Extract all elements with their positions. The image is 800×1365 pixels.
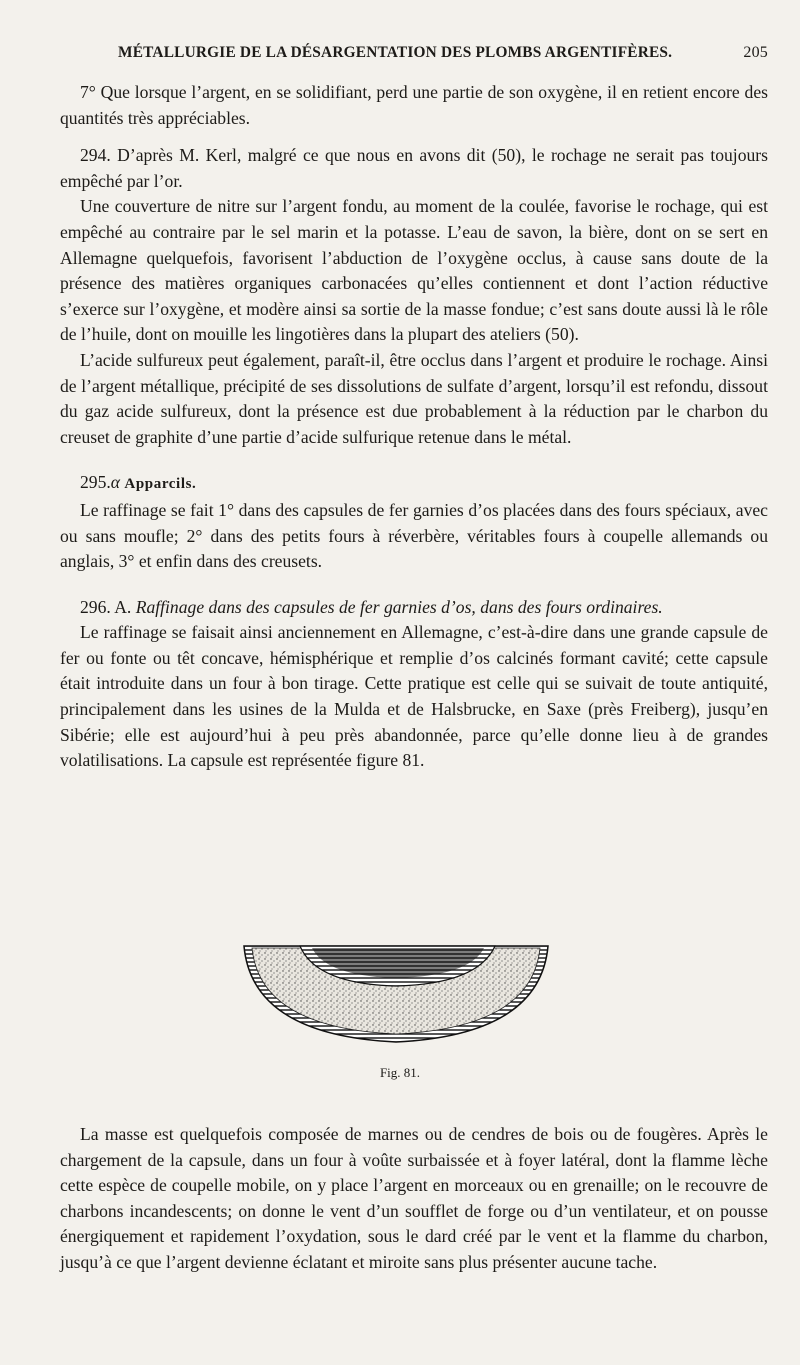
section-295-heading — [60, 470, 768, 498]
text-block-upper — [60, 80, 768, 774]
paragraph-acide-sulfureux: L’acide sulfureux peut également, paraît-il, être occlus dans l’argent et produire le rochage. Ainsi de l’argent métallique, précipité de ses dissolutions de sulfate d’argent, lorsqu’il est refondu, dissout du gaz acide sulfureux, dont la présence est due probablement à la réduction par le charbon du creuset de graphite d’une partie d’acide sulfurique retenue dans le métal. — [60, 349, 768, 447]
paragraph-294 — [60, 143, 768, 194]
section-number-296: 296. A. — [80, 596, 132, 617]
paragraph-nitre: Une couverture de nitre sur l’argent fondu, au moment de la coulée, favorise le rochage, qui est empêché au contraire par le sel marin et la potasse. L’eau de savon, la bière, dont on se sert en Allemagne quelquefois, favorisent l’abduction de l’oxygène occlus, à cause sans doute de la présence des matières organiques carbonacées qu’elles contiennent et dont l’action réductive s’exerce sur l’oxygène, et modère ainsi sa sortie de la masse fondue; c’est sans doute aussi là le rôle de l’huile, dont on mouille les lingotières dans la plupart des ateliers (50). — [60, 196, 768, 345]
capsule-figure — [240, 940, 552, 1050]
running-header — [60, 44, 768, 70]
text-block-lower — [60, 1122, 768, 1276]
header-title: MÉTALLURGIE DE LA DÉSARGENTATION DES PLOMBS ARGENTIFÈRES. — [118, 44, 673, 61]
paragraph-294-text: D’après M. Kerl, malgré ce que nous en avons dit (50), le rochage ne serait pas toujours empêché par l’or. — [60, 145, 768, 191]
section-number-295: 295. — [80, 472, 111, 493]
section-295-title: Apparcils. — [120, 476, 197, 493]
paragraph-number-294: 294. — [80, 145, 111, 166]
page-number: 205 — [743, 44, 768, 61]
figure-caption: Fig. 81. — [379, 1065, 421, 1080]
section-296-title: Raffinage dans des capsules de fer garnies d’os, dans des fours ordinaires. — [131, 596, 663, 617]
paragraph-296: Le raffinage se faisait ainsi anciennement en Allemagne, c’est-à-dire dans une grande capsule de fer ou fonte ou têt concave, hémisphérique et remplie d’os calcinés formant cavité; cette capsule était introduite dans un four à bon tirage. Cette pratique est celle qui se suivait de toute antiquité, principalement dans les usines de la Mulda et de Halsbrucke, en Saxe (près Freiberg), jusqu’en Sibérie; elle est aujourd’hui à peu près abandonnée, parce qu’elle donne lieu à de grandes volatilisations. La capsule est représentée figure 81. — [60, 622, 768, 771]
section-alpha: α — [110, 472, 121, 493]
paragraph-masse: La masse est quelquefois composée de marnes ou de cendres de bois ou de fougères. Après le chargement de la capsule, dans un four à voûte surbaissée et à foyer latéral, dont la flamme lèche cette espèce de coupelle mobile, on y place l’argent en morceaux ou en grenaille; on le recouvre de charbons incandescents; on donne le vent d’un soufflet de forge ou d’un ventilateur, et on pousse énergiquement et rapidement l’oxydation, sous le dard créé par le vent et la flamme du charbon, jusqu’à ce que l’argent devienne éclatant et miroite sans plus présenter aucune tache. — [60, 1124, 768, 1272]
paragraph-item-7: 7° Que lorsque l’argent, en se solidifiant, perd une partie de son oxygène, il en retient encore des quantités très appréciables. — [60, 82, 768, 128]
section-296-heading — [60, 595, 768, 621]
paragraph-295: Le raffinage se fait 1° dans des capsules de fer garnies d’os placées dans des fours spéciaux, avec ou sans moufle; 2° dans des petits fours à réverbère, véritables fours à coupelle allemands ou anglais, 3° et enfin dans des creusets. — [60, 499, 768, 572]
